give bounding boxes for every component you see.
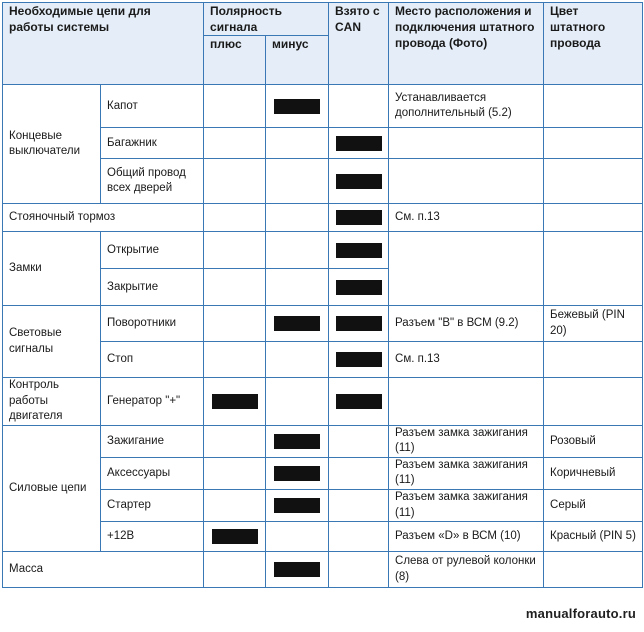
group-light-signals: Световые сигналы bbox=[3, 306, 101, 378]
location-turn: Разъем "В" в ВСМ (9.2) bbox=[389, 306, 544, 342]
item-starter: Стартер bbox=[101, 489, 204, 521]
item-trunk: Багажник bbox=[101, 128, 204, 159]
minus-marker bbox=[274, 316, 320, 331]
header-minus: минус bbox=[266, 36, 329, 85]
location-parking-brake: См. п.13 bbox=[389, 204, 544, 232]
color-starter: Серый bbox=[544, 489, 643, 521]
group-parking-brake: Стояночный тормоз bbox=[3, 204, 204, 232]
can-marker bbox=[336, 280, 382, 295]
item-accessories: Аксессуары bbox=[101, 457, 204, 489]
minus-marker bbox=[274, 434, 320, 449]
item-ignition: Зажигание bbox=[101, 425, 204, 457]
location-starter: Разъем замка зажигания (11) bbox=[389, 489, 544, 521]
item-doors: Общий провод всех дверей bbox=[101, 159, 204, 204]
location-ground: Слева от рулевой колонки (8) bbox=[389, 552, 544, 588]
can-marker bbox=[336, 136, 382, 151]
header-circuits: Необходимые цепи для работы системы bbox=[3, 3, 204, 85]
item-plus12: +12В bbox=[101, 522, 204, 552]
minus-marker bbox=[274, 466, 320, 481]
site-watermark: manualforauto.ru bbox=[525, 606, 636, 621]
table-row bbox=[3, 85, 643, 128]
plus-marker bbox=[212, 394, 258, 409]
header-color: Цвет штатного провода bbox=[544, 3, 643, 85]
item-open: Открытие bbox=[101, 232, 204, 269]
color-turn: Бежевый (PIN 20) bbox=[544, 306, 643, 342]
group-locks: Замки bbox=[3, 232, 101, 306]
location-stop: См. п.13 bbox=[389, 342, 544, 378]
minus-marker bbox=[274, 498, 320, 513]
location-accessories: Разъем замка зажигания (11) bbox=[389, 457, 544, 489]
table-row bbox=[3, 232, 643, 269]
group-ground: Масса bbox=[3, 552, 204, 588]
location-hood: Устанавливается дополнительный (5.2) bbox=[389, 85, 544, 128]
can-marker bbox=[336, 394, 382, 409]
header-polarity: Полярность сигнала bbox=[204, 3, 329, 36]
minus-marker bbox=[274, 562, 320, 577]
circuits-table bbox=[2, 2, 643, 588]
item-generator: Генератор "+" bbox=[101, 378, 204, 426]
item-turn: Поворотники bbox=[101, 306, 204, 342]
location-ignition: Разъем замка зажигания (11) bbox=[389, 425, 544, 457]
color-ignition: Розовый bbox=[544, 425, 643, 457]
table-row bbox=[3, 378, 643, 426]
can-marker bbox=[336, 243, 382, 258]
table-row bbox=[3, 425, 643, 457]
header-plus: плюс bbox=[204, 36, 266, 85]
minus-marker bbox=[274, 99, 320, 114]
group-limit-switches: Концевые выключатели bbox=[3, 85, 101, 204]
plus-marker bbox=[212, 529, 258, 544]
table-row bbox=[3, 204, 643, 232]
header-can: Взято с CAN bbox=[329, 3, 389, 85]
color-plus12: Красный (PIN 5) bbox=[544, 522, 643, 552]
item-stop: Стоп bbox=[101, 342, 204, 378]
table-row bbox=[3, 306, 643, 342]
can-marker bbox=[336, 174, 382, 189]
color-accessories: Коричневый bbox=[544, 457, 643, 489]
group-engine-control: Контроль работы двигателя bbox=[3, 378, 101, 426]
group-power-circuits: Силовые цепи bbox=[3, 425, 101, 551]
header-location: Место расположения и подключения штатного провода (Фото) bbox=[389, 3, 544, 85]
location-plus12: Разъем «D» в ВСМ (10) bbox=[389, 522, 544, 552]
can-marker bbox=[336, 352, 382, 367]
can-marker bbox=[336, 316, 382, 331]
table-row bbox=[3, 552, 643, 588]
can-marker bbox=[336, 210, 382, 225]
item-close: Закрытие bbox=[101, 269, 204, 306]
item-hood: Капот bbox=[101, 85, 204, 128]
